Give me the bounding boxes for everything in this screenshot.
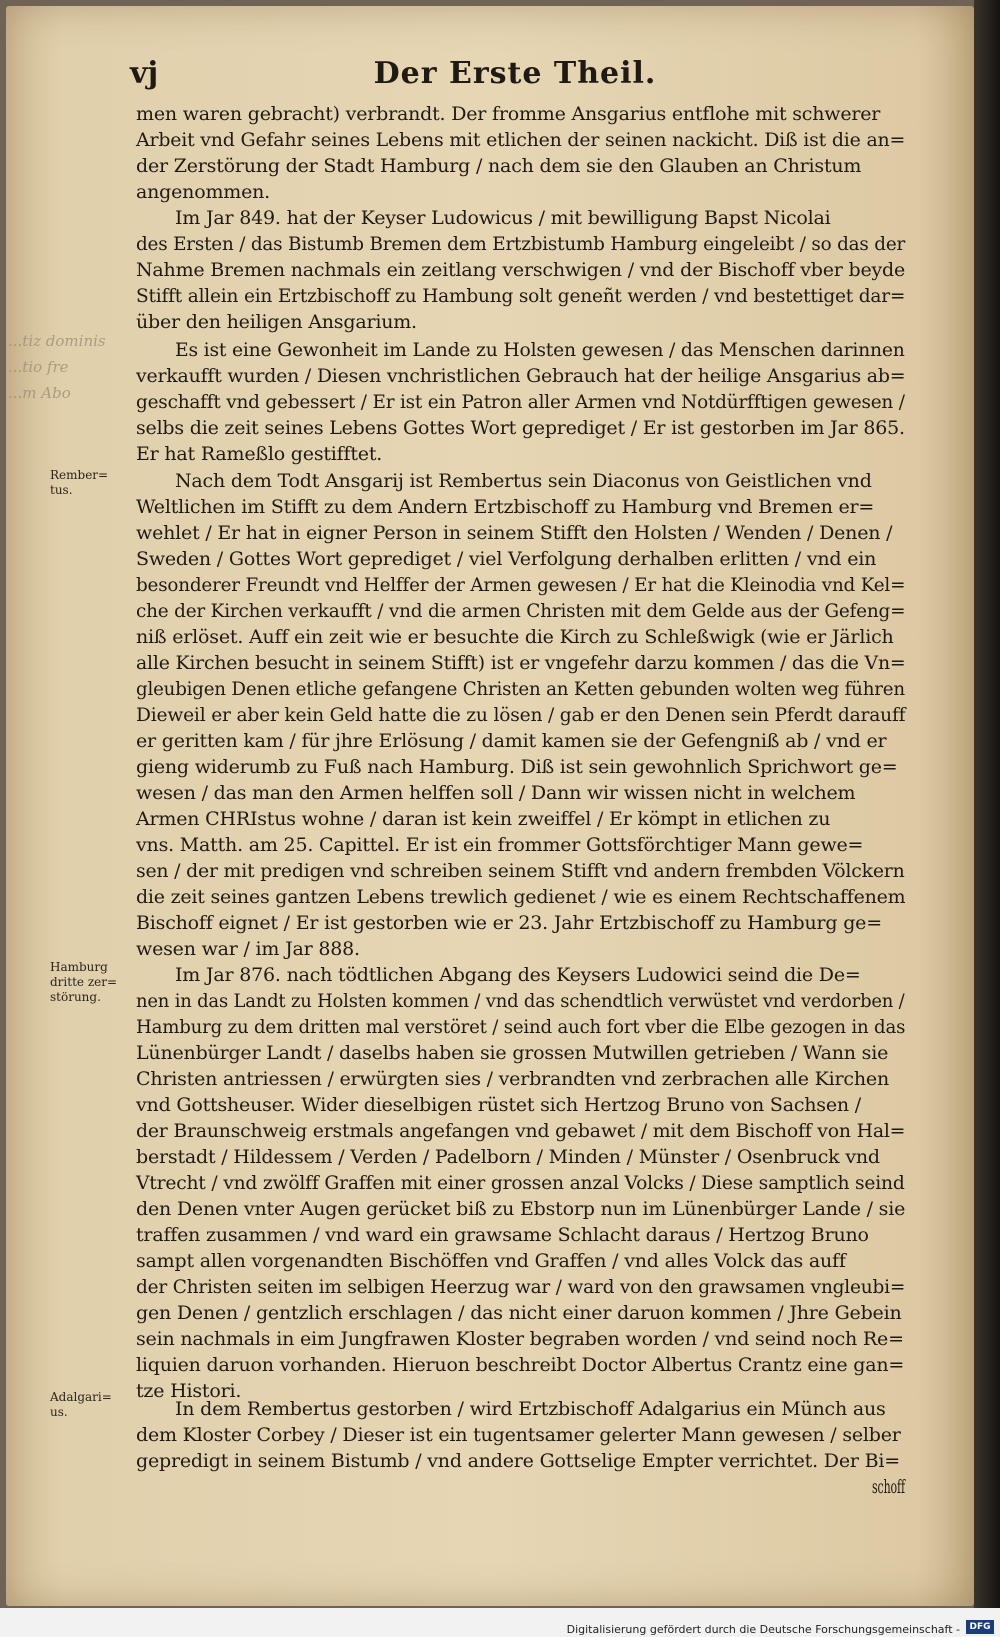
text-line: den Denen vnter Augen gerücket biß zu Ebstorp nun im Lünenbürger Lande / sie — [136, 1198, 906, 1220]
text-line: Im Jar 876. nach tödtlichen Abgang des Keysers Ludowici seind die De= — [175, 964, 861, 986]
text-line: Vtrecht / vnd zwölff Graffen mit einer grossen anzal Volcks / Diese samptlich seind — [136, 1172, 905, 1194]
text-line: er geritten kam / für jhre Erlösung / damit kamen sie der Gefengniß ab / vnd er — [136, 730, 887, 752]
text-line: des Ersten / das Bistumb Bremen dem Ertzbistumb Hamburg eingeleibt / so das der — [136, 233, 906, 255]
text-line: der Zerstörung der Stadt Hamburg / nach dem sie den Glauben an Christum — [136, 155, 862, 177]
text-line: wesen war / im Jar 888. — [136, 938, 360, 960]
text-line: Bischoff eignet / Er ist gestorben wie er 23. Jahr Ertzbischoff zu Hamburg ge= — [136, 912, 882, 934]
text-line: alle Kirchen besucht in seinem Stifft) ist er vngefehr darzu kommen / das die Vn= — [136, 652, 906, 674]
manuscript-note-line-3: ...m Abo — [8, 384, 71, 402]
text-line: Weltlichen im Stifft zu dem Andern Ertzbischoff zu Hamburg vnd Bremen er= — [136, 496, 875, 518]
text-line: sampt allen vorgenandten Bischöffen vnd Graffen / vnd alles Volck das auff — [136, 1250, 846, 1272]
margin-note-line: tus. — [50, 483, 73, 497]
catchword: schoff — [872, 1476, 905, 1498]
text-line: Nahme Bremen nachmals ein zeitlang verschwigen / vnd der Bischoff vber beyde — [136, 259, 906, 281]
text-line: Nach dem Todt Ansgarij ist Rembertus sein Diaconus von Geistlichen vnd — [175, 470, 872, 492]
text-line: verkaufft wurden / Diesen vnchristlichen Gebrauch hat der heilige Ansgarius ab= — [136, 365, 906, 387]
text-line: Armen CHRIstus wohne / daran ist kein zweiffel / Er kömpt in etlichen zu — [136, 808, 831, 830]
text-line: niß erlöset. Auff ein zeit wie er besuchte die Kirch zu Schleßwigk (wie er Järlich — [136, 626, 894, 648]
text-line: selbs die zeit seines Lebens Gottes Wort geprediget / Er ist gestorben im Jar 865. — [136, 417, 905, 439]
text-line: besonderer Freundt vnd Helffer der Armen gewesen / Er hat die Kleinodia vnd Kel= — [136, 574, 906, 596]
page-number: vj — [130, 56, 159, 91]
text-line: berstadt / Hildessem / Verden / Padelborn / Minden / Münster / Osenbruck vnd — [136, 1146, 880, 1168]
text-line: wehlet / Er hat in eigner Person in seinem Stifft den Holsten / Wenden / Denen / — [136, 522, 893, 544]
text-line: Sweden / Gottes Wort geprediget / viel Verfolgung derhalben erlitten / vnd ein — [136, 548, 877, 570]
text-line: Er hat Rameßlo gestifftet. — [136, 443, 383, 465]
book-edge — [974, 0, 1000, 1637]
text-line: sein nachmals in eim Jungfrawen Kloster begraben worden / vnd seind noch Re= — [136, 1328, 904, 1350]
margin-note-line: störung. — [50, 990, 101, 1004]
manuscript-note-line-1: ...tiz dominis — [8, 332, 106, 350]
running-title: Der Erste Theil. — [373, 56, 657, 91]
margin-note-rembertus — [50, 468, 130, 498]
margin-note-hamburg — [50, 960, 130, 1005]
text-line: die zeit seines gantzen Lebens trewlich gedienet / wie es einem Rechtschaffenem — [136, 886, 906, 908]
text-line: Hamburg zu dem dritten mal verstöret / seind auch fort vber die Elbe gezogen in das — [136, 1016, 906, 1038]
text-line: vnd Gottsheuser. Wider dieselbigen rüstet sich Hertzog Bruno von Sachsen / — [136, 1094, 861, 1116]
text-line: der Christen seiten im selbigen Heerzug war / ward von den grawsamen vngleubi= — [136, 1276, 906, 1298]
text-line: Im Jar 849. hat der Keyser Ludowicus / mit bewilligung Bapst Nicolai — [175, 207, 831, 229]
text-line: che der Kirchen verkaufft / vnd die armen Christen mit dem Gelde aus der Gefeng= — [136, 600, 906, 622]
text-line: über den heiligen Ansgarium. — [136, 311, 417, 333]
text-line: Lünenbürger Landt / daselbs haben sie grossen Mutwillen getrieben / Wann sie — [136, 1042, 889, 1064]
text-line: gen Denen / gentzlich erschlagen / das nicht einer daruon kommen / Jhre Gebein — [136, 1302, 902, 1324]
margin-note-line: us. — [50, 1405, 68, 1419]
text-line: liquien daruon vorhanden. Hieruon beschreibt Doctor Albertus Crantz eine gan= — [136, 1354, 905, 1376]
text-line: wesen / das man den Armen helffen soll / Dann wir wissen nicht in welchem — [136, 782, 856, 804]
text-line: Stifft allein ein Ertzbischoff zu Hambung solt geneñt werden / vnd bestettiget dar= — [136, 285, 906, 307]
digitization-credit: Digitalisierung gefördert durch die Deutsche Forschungsgemeinschaft - — [566, 1623, 960, 1636]
page-header — [130, 56, 900, 96]
text-line: der Braunschweig erstmals angefangen vnd gebawet / mit dem Bischoff von Hal= — [136, 1120, 906, 1142]
text-line: dem Kloster Corbey / Dieser ist ein tugentsamer gelerter Mann gewesen / selber — [136, 1424, 901, 1446]
text-line: geschafft vnd gebessert / Er ist ein Patron aller Armen vnd Notdürfftigen gewesen / — [136, 391, 905, 413]
text-line: vns. Matth. am 25. Capittel. Er ist ein frommer Gottsförchtiger Mann gewe= — [136, 834, 864, 856]
margin-note-adalgarius — [50, 1390, 130, 1420]
text-line: angenommen. — [136, 181, 271, 203]
text-line: gieng widerumb zu Fuß nach Hamburg. Diß ist sein gewohnlich Sprichwort ge= — [136, 756, 898, 778]
text-line: In dem Rembertus gestorben / wird Ertzbischoff Adalgarius ein Münch aus — [175, 1398, 886, 1420]
margin-note-line: dritte zer= — [50, 975, 118, 989]
text-line: traffen zusammen / vnd ward ein grawsame Schlacht daraus / Hertzog Bruno — [136, 1224, 869, 1246]
text-line: Arbeit vnd Gefahr seines Lebens mit etlichen der seinen nackicht. Diß ist die an= — [136, 129, 906, 151]
text-line: sen / der mit predigen vnd schreiben seinem Stifft vnd andern frembden Völckern — [136, 860, 905, 882]
text-line: gepredigt in seinem Bistumb / vnd andere Gottselige Empter verrichtet. Der Bi= — [136, 1450, 900, 1472]
text-line: Christen antriessen / erwürgten sies / verbrandten vnd zerbrachen alle Kirchen — [136, 1068, 889, 1090]
margin-note-line: Rember= — [50, 468, 109, 482]
margin-note-line: Adalgari= — [50, 1390, 112, 1404]
text-line: Es ist eine Gewonheit im Lande zu Holsten gewesen / das Menschen darinnen — [175, 339, 905, 361]
text-line: tze Histori. — [136, 1380, 242, 1402]
dfg-logo: DFG — [966, 1620, 994, 1634]
text-line: Dieweil er aber kein Geld hatte die zu lösen / gab er den Denen sein Pferdt darauff — [136, 704, 906, 726]
text-line: gleubigen Denen etliche gefangene Christen an Ketten gebunden wolten weg führen — [136, 678, 905, 700]
margin-note-line: Hamburg — [50, 960, 108, 974]
text-line: men waren gebracht) verbrandt. Der fromme Ansgarius entflohe mit schwerer — [136, 103, 881, 125]
manuscript-note-line-2: ...tio fre — [8, 358, 69, 376]
text-line: nen in das Landt zu Holsten kommen / vnd das schendtlich verwüstet vnd verdorben / — [136, 990, 905, 1012]
